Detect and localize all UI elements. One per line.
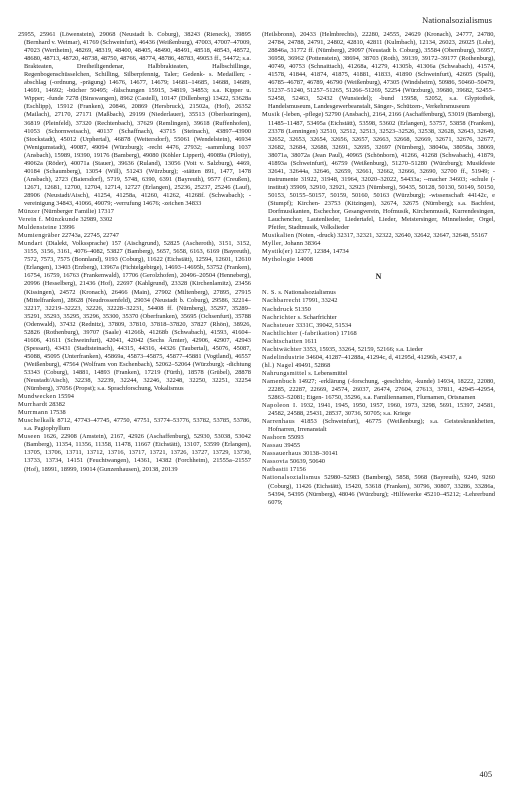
- index-term: Murrmann: [18, 409, 49, 417]
- index-term: Nachdruck: [262, 305, 294, 313]
- index-entry: [18, 417, 251, 433]
- index-references: 52980–52983 (Bamberg), 5858, 5968 (Bayreuth), 9249, 9260 (Coburg), 11426 (Eichstätt), 15420, 53618 (Franken), 30796, 30807, 33286, 33286a, 54394, 54395 (Nürnberg), 48046 (Würzburg); -Hilfswerke 45210–45212; -Lehrerbund 6079;: [268, 474, 495, 506]
- index-entry: [262, 240, 495, 248]
- index-references: 39455: [284, 442, 301, 450]
- index-entry: [262, 248, 495, 256]
- index-entry: [262, 442, 495, 450]
- index-entry: [262, 362, 495, 370]
- continued-entry-text: 25955, 25961 (Löwenstein), 29068 (Neustadt b. Coburg), 38243 (Rieneck), 39895 (Bernhard v. Weimar), 41769 (Schweinfurt), 46436 (Weißenburg), 47003, 47007–47009, 47023 (Wertheim), 48269, 48319, 48400, 48405, 48490, 48491, 48518, 48543, 48572, 48680, 48713, 48720, 48738, 48750, 48766, 48774, 48786, 48783, 49053 ff., 54472; s.a. Brakteaten, Dreiheiligendenar, Halbbrakteaten, Halbschillinge, Regenbogenschüsselchen, Schilling, Silberpfennig, Taler; Gedenk- s. Medaillen; -abschlag (-ordnung, -prägung) 14676, 14677, 14679; 14681–14685, 14688, 14689, 14691, 14692; -bücher 50495; -fälschungen 15915, 34819, 34853; s.a. Kipper u. Wipper; -funde 7278 (Binswangen), 8962 (Castell), 10147 (Dillenberg) 13422, 53628a (Eschlipp), 15912 (Franken), 20846, 20869 (Hersbruck), 21502a, (Hof), 26352 (Mailach), 27170, 27171 (Maßbach), 29199 (Niederlauer), 35513 (Oberlsuringen), 36819 (Pleinfeld), 37320 (Rechtenbach), 37629 (Remlingen), 39618 (Ruffenhofen), 41053 (Schornweisach), 40137 (Schaffnach), 43715 (Steinach), 43897–43900 (Stockstadt), 45012 (Urphertal), 46878 (Weitersdorf), 55061 (Wendelstein), 46934 (Wenigumstadt), 49087, 49094 (Würzburg); -recht 4476, 27932; -sammlung 1037 (Ansbach), 15989, 19390, 19176 (Bamberg), 49080 (Köhler Lippert), 49089a (Pilotiy), 49062a (Röder), 40071a (Stauer), 39636 (Ruland), 13056 (Voit v. Salzburg), 4469, 40184 (Schaumberg), 13054 (Will), 51243 (Würzburg); -stätten 891, 1477, 1478 (Ansbach), 2723 (Baiersdorf), 5719, 5748, 6390, 6391 (Bayreuth), 9577 (Creußen), 12671, 12681, 12700, 12704, 12714, 12727 (Erlangen), 25236, 25237, 25246 (Lauf), 28906 (Neustadt/Aisch), 41254, 41258a, 41260, 41262, 41268f. (Schwabach); -vereinigung 34843, 41066, 49079; -verrufung 14676; -zeichen 34833: [18, 31, 251, 207]
- continued-entry-text: (Heilsbronn), 20433 (Helmbrechts), 22280, 24555, 24629 (Kronach), 24777, 24780, 24784, 24788, 24791, 24802, 42810, 42811 (Kulmbach), 12134, 26023, 26025 (Lohr), 28846a, 31772 ff. (Nürnberg), 29097 (Neustadt b. Coburg), 35584 (Obernburg), 36957, 36958, 36962 (Pottenstein), 38694, 38703 (Roth), 39139, 39172–39177 (Rothenburg), 40749, 40753 (Schnaittach), 41268a, 41279, 41305b, 41306a (Schwabach), 41574, 41578, 41844, 41874, 41875, 41881, 41833, 41890 (Schweinfurt), 42605 (Spalt), 46785–46787, 46789, 46790 (Weißenburg), 47305 (Windsheim), 50986, 50460–50479, 51237–51240, 51257–51265, 51266–51269, 52254 (Würzburg), 39680, 39682, 52455–52458, 52463, 52432 (Wunsiedel); -bund 15958, 52052, s.a. Glyptothek, Handelsmuseum, Landesgewerbeanstalt, Sänger-, Schützen-, Verkehrsmuseum: [262, 31, 495, 111]
- index-entry: [262, 354, 495, 362]
- index-references: 17168: [340, 329, 357, 337]
- section-letter: N: [375, 272, 382, 282]
- index-entry: [262, 458, 495, 466]
- index-entry: [18, 433, 251, 473]
- index-references: 32989, 3302: [80, 216, 113, 224]
- index-entry: [262, 330, 495, 338]
- index-entry: [262, 322, 495, 330]
- index-references: (Noten, -druck) 32317, 32321, 32322, 32640, 32642, 32647, 32648, 55167: [295, 232, 488, 240]
- index-term: Musik: [262, 111, 281, 119]
- index-references: 30138–30141: [302, 450, 339, 458]
- index-term: Napoleon I.: [262, 402, 298, 410]
- index-references: 15594: [57, 393, 74, 401]
- index-entry: [18, 224, 251, 232]
- index-term: Nassovia: [262, 458, 289, 466]
- index-term: Museen: [18, 433, 41, 441]
- index-term: Namenbuch: [262, 377, 297, 385]
- index-term: Nassau: [262, 442, 283, 450]
- index-entry: [262, 370, 495, 378]
- index-term: Muschelkalk: [18, 417, 55, 425]
- index-references: 51350: [294, 305, 311, 313]
- index-references: 50639, 50640: [289, 458, 325, 466]
- index-term: Nashorn: [262, 434, 287, 442]
- index-term: Nachtlichter (-fabrikation): [262, 329, 340, 337]
- index-term: Narrenhaus: [262, 418, 295, 426]
- index-references: 12377, 12384, 14734: [294, 248, 349, 256]
- index-term: Nachbarrecht: [262, 297, 301, 305]
- index-entry: [262, 474, 495, 506]
- index-references: 1932, 1941, 1945, 1950, 1957, 1960, 1973, 3298, 5691, 15397, 24581, 24582, 24588, 25431, 28537, 30736, 50705; s.a. Kriege: [268, 402, 495, 418]
- index-references: (-leben, -pflege) 52790 (Ansbach), 2164, 2166 (Aschaffenburg), 53019 (Bamberg), 11485–11487, 53495a (Eichstätt), 53598, 53602 (Erlangen), 53757, 53858 (Franken), 23378 (Lenningen) 32510, 32512, 32513, 32523–32526, 32538, 32628, 32643, 32649, 32652, 32653, 32654, 32656, 32657, 32663, 32668, 32669, 32671, 32676, 32677, 32682, 32684, 32688, 32691, 32695, 32697 (Nürnberg), 38040a, 38058a, 38069, 38071a, 38072a (Jean Paul), 40965 (Schönborn), 41266, 41268 (Schwabach), 41879, 41893a (Schweinfurt), 46759 (Weißenburg), 51270–51280 (Würzburg); Musikfeste 32641, 32644a, 32646, 32659, 32661, 32662, 32666, 32690, 32700 ff., 51949; -instrumente 31922, 31948, 31964, 32020–32022, 54433a; --macher 34603; -schule (-institut) 35909, 32910, 32921, 32923 (Nürnberg), 50435, 50128, 50130, 50149, 50150, 50153, 50155–50157, 50159, 50160, 50163 (Würzburg); -wissenschaft 44142c, e (Stumpf); Kirchen- 23753 (Kitzingen), 32674, 32675 (Nürnberg); s.a. Bachfest, Dorfmusikanten, Eschechor, Gesangverein, Hofmusik, Kirchenmusik, Kurrendesingen, Lauchenchor, Lautenlieder, Liedertafel, Lieder, Meistersinger, Minnelieder, Orgel, Pfeifer, Stadtmusik, Volkslieder: [268, 111, 495, 232]
- index-term: Mumiengräber: [18, 232, 61, 240]
- index-entry: [262, 402, 495, 418]
- index-term: Mystik(er): [262, 248, 293, 256]
- index-references: s. Scharfrichter: [297, 313, 337, 321]
- index-term: Münzer: [18, 208, 40, 216]
- index-references: 1611: [304, 337, 317, 345]
- index-term: Nachrichter: [262, 313, 297, 321]
- index-entry: [262, 306, 495, 314]
- index-references: s. Nationalsozialismus: [278, 289, 336, 297]
- index-entry: [18, 208, 251, 216]
- index-references: 17538: [49, 409, 66, 417]
- index-references: 17156: [289, 466, 306, 474]
- index-term: Mythologie: [262, 256, 296, 264]
- index-references: 3353, 15935, 33264, 52159, 52166; s.a. Lieder: [303, 345, 423, 353]
- index-entry: [18, 409, 251, 417]
- index-references: 28382: [49, 401, 66, 409]
- index-term: Nahrungsmittel: [262, 369, 307, 377]
- index-term: Murrhardt: [18, 401, 48, 409]
- index-references: 14927; -erklärung (-forschung, -geschichte, -kunde) 14934, 18222, 22080, 22285, 22287, 22669, 24574, 26037, 26474, 27604, 27613, 37811, 42945–42954, 52863–52081; Eigen- 16750, 35296, s.a. Familiennamen, Flurnamen, Ortsnamen: [268, 377, 495, 402]
- index-references: (Nürnberger Familie) 17317: [41, 208, 114, 216]
- index-entry: [262, 450, 495, 458]
- index-entry: [18, 393, 251, 401]
- index-entry: [18, 216, 251, 224]
- index-references: 34604, 41287–41288a, 41294c, d, 41295d, 41296b, 43437, a: [306, 353, 462, 361]
- index-references: 13996: [58, 224, 75, 232]
- page-number: 405: [479, 770, 492, 779]
- index-entry: [262, 111, 495, 232]
- index-entry: [262, 232, 495, 240]
- index-entry: [262, 297, 495, 305]
- index-entry: [262, 434, 495, 442]
- index-entry: [262, 466, 495, 474]
- index-entry: [18, 240, 251, 393]
- right-column: [262, 31, 495, 507]
- index-term: Myller,: [262, 240, 284, 248]
- index-entry: [262, 418, 495, 434]
- index-term: Nadelindustrie: [262, 353, 305, 361]
- index-term: Verein f. Münzkunde: [18, 216, 79, 224]
- right-entry-list-n: [262, 289, 495, 506]
- right-entry-list: [262, 111, 495, 264]
- index-term: Mundart: [18, 240, 43, 248]
- index-entry: [262, 289, 495, 297]
- index-references: 8712, 47743–47745, 47750, 47751, 53774–53776, 53782, 53785, 53786, s.a. Pagiophyllum: [24, 417, 251, 433]
- index-entry: [262, 338, 495, 346]
- index-term: Nationalsozialismus: [262, 474, 321, 482]
- index-references: 22743a, 22745, 22747: [61, 232, 119, 240]
- index-entry: [18, 232, 251, 240]
- index-entry: [262, 378, 495, 402]
- index-term: (hl.) Nagel: [262, 361, 294, 369]
- index-entry: [262, 256, 495, 264]
- index-term: Nassauerhaus: [262, 450, 302, 458]
- index-term: Mundwecken: [18, 393, 57, 401]
- left-column: [18, 31, 251, 474]
- index-references: 3331C, 39042, 51534: [295, 321, 352, 329]
- index-references: s. Lebensmittel: [308, 369, 348, 377]
- index-references: 1626, 22908 (Amstein), 2167, 42926 (Aschaffenburg), 52930, 53038, 53042 (Bamberg), 11354, 11356, 11358, 11478, 11667 (Eichstätt), 13107, 53599 (Erlangen), 13705, 13706, 13711, 13712, 13716, 13717, 13721, 13726, 13727, 13729, 13730, 13733, 13734, 14151 (Feuchtwangen), 14361, 14382 (Forchheim), 21555a–21557 (Hof), 18991, 18999, 19014 (Gunzenhausen), 20138, 20139: [24, 433, 251, 473]
- index-entry: [262, 314, 495, 322]
- index-term: Musikalien: [262, 232, 295, 240]
- index-references: 41853 (Schweinfurt), 46775 (Weißenburg); s.a. Geisteskrankheiten, Hofnarren, Irrenanstalt: [268, 418, 495, 434]
- index-entry: [262, 346, 495, 354]
- index-references: 49491, 52868: [295, 361, 331, 369]
- index-entry: [18, 401, 251, 409]
- running-head: Nationalsozialismus: [422, 16, 492, 25]
- index-references: 55093: [287, 434, 304, 442]
- index-term: Nachsteuer: [262, 321, 295, 329]
- index-term: Nachtwächter: [262, 345, 302, 353]
- index-references: 17991, 33242: [302, 297, 338, 305]
- index-term: Nachtschatten: [262, 337, 303, 345]
- index-term: Natbastii: [262, 466, 289, 474]
- index-term: N. S.: [262, 289, 277, 297]
- index-term: Muldensteine: [18, 224, 57, 232]
- index-references: (Dialekt, Volkssprache) 157 (Aischgrund), 52825 (Ascheroth), 3151, 3152, 3155, 3156, 3161, 4076–4082, 53827 (Bamberg), 5657, 5658, 6163, 6169 (Bayreuth), 7572, 7573, 7575 (Bonnland), 9193 (Coburg), 11622 (Eichstätt), 12594, 12601, 12610 (Erlangen), 13403 (Erzberg), 13967a (Fichtelgebirge), 14693–14695b, 53752 (Franken), 16754, 16759, 16763 (Frankenwald), 17706 (Gerolzhofen), 20496–20504 (Henneberg), 20996 (Hesselberg), 21436 (Hof), 22697 (Kahlgrund), 23328 (Kirchenlamitz), 23456 (Kissingen), 24572 (Kronach), 26466 (Main), 27902 (Miltenberg), 27895, 27915 (Mittelfranken), 28628 (Neudrossenfeld), 29034 (Neustadt b. Coburg), 29586, 32214–32217, 32219–32223, 32226, 32228–32231, 54408 ff. (Nürnberg), 35297, 35289–35291, 35293, 35295, 35296, 35300, 35370 (Oberfranken), 35695 (Ochsenfurt), 35788 (Odenwald), 37432 (Rednitz), 37809, 37810, 37818–37820, 37827 (Rhön), 38926, 52826 (Rothenburg), 39707 (Saale) 41266b, 41268b (Schwabach), 41593, 41604–41606, 41611 (Schweinfurt), 42041, 42042 (Sechs Ämter), 42906, 42907, 42943 (Spessart), 43431 (Stadtsteinach), 44315, 44316, 44326 (Taubertal), 45076, 45087, 45088, 45095 (Unterfranken), 45869a, 45873–45875, 45877–45881 (Vogtland), 46557 (Weißenburg), 47564 (Wolfram von Eschenbach), 52062–52064 (Würzburg); -dichtung 53343 (Coburg), 14881, 14893 (Franken), 17219 (Fürth), 18578 (Grübel), 28878 (Neustadt/Aisch), 32238, 32239, 32244, 32246, 32248, 32250, 32251, 32254 (Nürnberg), 37056 (Propst); s.a. Sprachforschung, Vokalismus: [24, 240, 251, 393]
- index-references: 14008: [296, 256, 313, 264]
- left-entry-list: [18, 208, 251, 474]
- index-references: Johann 38364: [284, 240, 321, 248]
